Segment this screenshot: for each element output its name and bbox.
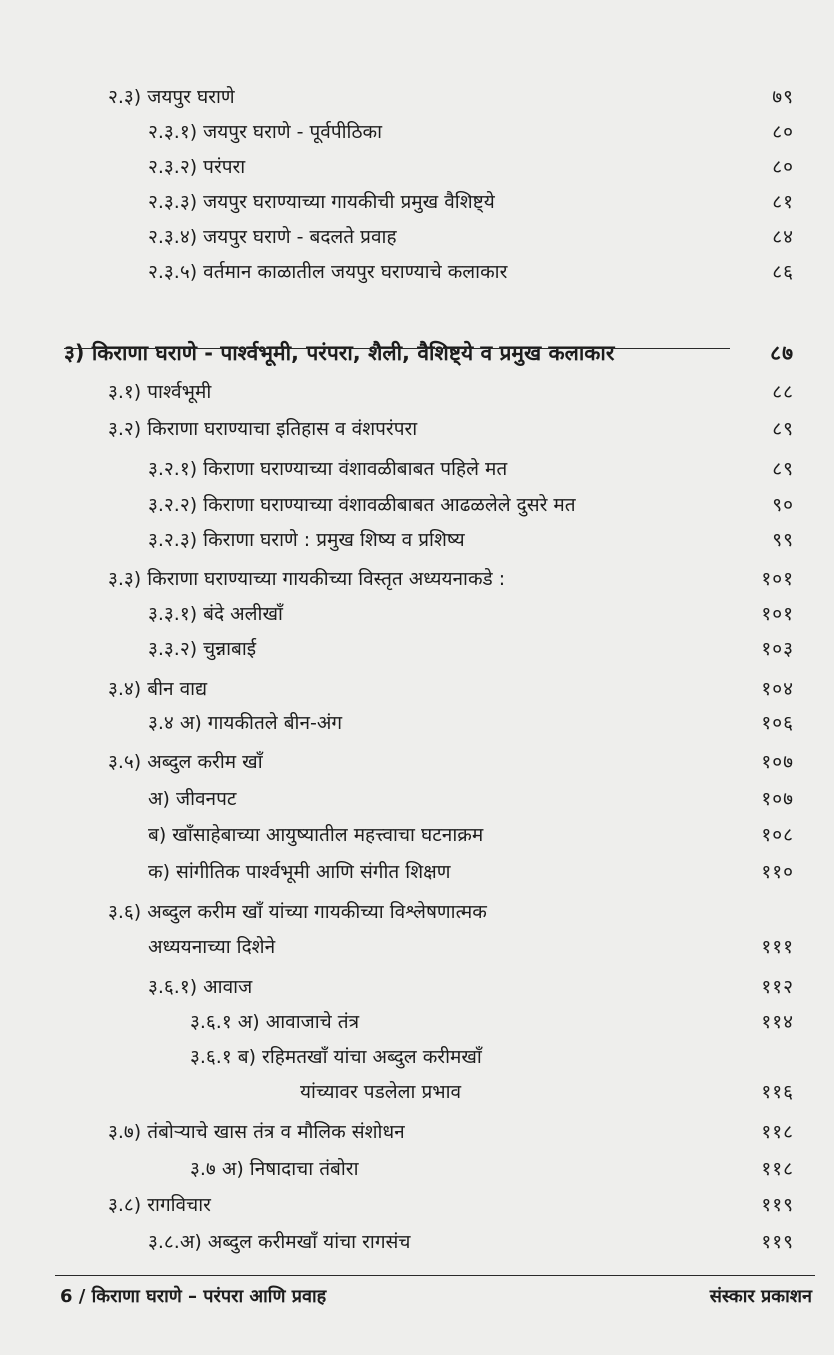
toc-entry (0, 930, 834, 964)
toc-entry (0, 855, 834, 889)
toc-entry (0, 412, 834, 446)
toc-entry-page: ११८ (761, 1121, 794, 1143)
toc-entry-title: ३.१) पार्श्वभूमी (108, 381, 212, 403)
toc-entry (0, 895, 834, 929)
toc-entry-title: ३.४) बीन वाद्य (108, 678, 208, 700)
toc-entry-title: ३.२.२) किराणा घराण्याच्या वंशावळीबाबत आढळलेले दुसरे मत (148, 494, 576, 516)
toc-entry (0, 672, 834, 706)
toc-entry-title: ३.२.३) किराणा घराणे : प्रमुख शिष्य व प्रशिष्य (148, 529, 465, 551)
toc-entry-page: ११९ (761, 1194, 794, 1216)
toc-entry-title: ३.८.अ) अब्दुल करीमखाँ यांचा रागसंच (148, 1231, 411, 1253)
toc-entry-title: ३.३.१) बंदे अलीखाँ (148, 603, 283, 625)
footer-publisher: संस्कार प्रकाशन (709, 1286, 812, 1307)
toc-entry-title: ३.३.२) चुन्नाबाई (148, 638, 257, 660)
toc-entry-title: २.३.३) जयपुर घराण्याच्या गायकीची प्रमुख वैशिष्ट्ये (148, 191, 495, 213)
toc-entry-title: २.३.४) जयपुर घराणे - बदलते प्रवाह (148, 226, 397, 248)
toc-entry (0, 80, 834, 114)
toc-entry-page: ११६ (761, 1081, 794, 1103)
toc-entry-page: ८८ (772, 381, 794, 403)
toc-entry (0, 1225, 834, 1259)
toc-entry-page: ११२ (761, 976, 794, 998)
toc-entry-title: ३.२) किराणा घराण्याचा इतिहास व वंशपरंपरा (108, 418, 418, 440)
toc-entry-page: ८० (772, 156, 794, 178)
toc-entry (0, 597, 834, 631)
toc-entry-title: ३) किराणा घराणे - पार्श्वभूमी, परंपरा, शैली, वैशिष्ट्ये व प्रमुख कलाकार (64, 341, 615, 365)
toc-entry-page: ८९ (772, 458, 794, 480)
toc-entry-page: ८६ (772, 261, 794, 283)
toc-entry (0, 706, 834, 740)
toc-entry-title: २.३.१) जयपुर घराणे - पूर्वपीठिका (148, 121, 383, 143)
toc-entry-title: ३.६.१) आवाज (148, 976, 253, 998)
toc-chapter-row (0, 336, 834, 370)
toc-entry (0, 970, 834, 1004)
toc-entry (0, 115, 834, 149)
footer-book-title: 6 / किराणा घराणे – परंपरा आणि प्रवाह (60, 1286, 327, 1307)
toc-entry (0, 782, 834, 816)
toc-entry-title: क) सांगीतिक पार्श्वभूमी आणि संगीत शिक्षण (148, 861, 451, 883)
toc-entry (0, 452, 834, 486)
toc-entry (0, 1040, 834, 1074)
toc-entry (0, 745, 834, 779)
toc-entry-title: ३.२.१) किराणा घराण्याच्या वंशावळीबाबत पहिले मत (148, 458, 508, 480)
toc-entry (0, 1075, 834, 1109)
toc-entry-page: १०४ (761, 678, 794, 700)
toc-entry-page: १०७ (761, 751, 794, 773)
chapter-underline (64, 348, 730, 349)
toc-entry-title: ३.६) अब्दुल करीम खाँ यांच्या गायकीच्या विश्लेषणात्मक (108, 901, 487, 923)
toc-entry-title: ३.७ अ) निषादाचा तंबोरा (190, 1158, 359, 1180)
toc-entry (0, 1152, 834, 1186)
toc-entry-title: २.३.२) परंपरा (148, 156, 246, 178)
toc-entry-title: अध्ययनाच्या दिशेने (148, 936, 276, 958)
toc-entry (0, 523, 834, 557)
toc-entry (0, 632, 834, 666)
toc-entry-page: ९० (772, 494, 794, 516)
toc-entry (0, 185, 834, 219)
toc-entry-title: ३.३) किराणा घराण्याच्या गायकीच्या विस्तृत अध्ययनाकडे : (108, 568, 506, 590)
toc-entry-page: ११० (761, 861, 794, 883)
toc-entry (0, 1188, 834, 1222)
toc-entry-title: ३.८) रागविचार (108, 1194, 211, 1216)
toc-entry-page: १०३ (761, 638, 794, 660)
toc-entry (0, 375, 834, 409)
toc-entry-page: १११ (761, 936, 794, 958)
toc-entry (0, 818, 834, 852)
toc-entry-page: ८० (772, 121, 794, 143)
toc-entry (0, 255, 834, 289)
toc-entry-page: ११८ (761, 1158, 794, 1180)
toc-entry-page: ११९ (761, 1231, 794, 1253)
toc-entry (0, 562, 834, 596)
toc-entry (0, 488, 834, 522)
toc-entry (0, 1115, 834, 1149)
toc-entry (0, 1005, 834, 1039)
toc-entry (0, 150, 834, 184)
toc-entry-title: ३.५) अब्दुल करीम खाँ (108, 751, 263, 773)
toc-entry-page: १०१ (761, 603, 794, 625)
toc-entry-page: १०७ (761, 788, 794, 810)
toc-entry-page: ८१ (772, 191, 794, 213)
toc-entry-page: ७९ (772, 86, 794, 108)
toc-entry-title: ३.६.१ अ) आवाजाचे तंत्र (190, 1011, 360, 1033)
toc-entry-title: ३.७) तंबोऱ्याचे खास तंत्र व मौलिक संशोधन (108, 1121, 405, 1143)
toc-entry-page: १०१ (761, 568, 794, 590)
toc-entry-page: ८४ (772, 226, 794, 248)
toc-entry-page: १०६ (761, 712, 794, 734)
toc-entry-page: ८९ (772, 418, 794, 440)
toc-entry-title: ३.४ अ) गायकीतले बीन-अंग (148, 712, 343, 734)
toc-entry-title: ३.६.१ ब) रहिमतखाँ यांचा अब्दुल करीमखाँ (190, 1046, 482, 1068)
toc-entry-page: १०८ (761, 824, 794, 846)
toc-entry-title: ब) खाँसाहेबाच्या आयुष्यातील महत्त्वाचा घटनाक्रम (148, 824, 484, 846)
footer-divider (55, 1275, 815, 1276)
toc-entry-title: २.३) जयपुर घराणे (108, 86, 235, 108)
toc-entry-title: यांच्यावर पडलेला प्रभाव (300, 1081, 462, 1103)
toc-entry-title: २.३.५) वर्तमान काळातील जयपुर घराण्याचे कलाकार (148, 261, 508, 283)
toc-entry-page: ९९ (772, 529, 794, 551)
toc-entry (0, 220, 834, 254)
toc-entry-page: ८७ (770, 341, 794, 365)
toc-entry-page: ११४ (761, 1011, 794, 1033)
toc-entry-title: अ) जीवनपट (148, 788, 237, 810)
